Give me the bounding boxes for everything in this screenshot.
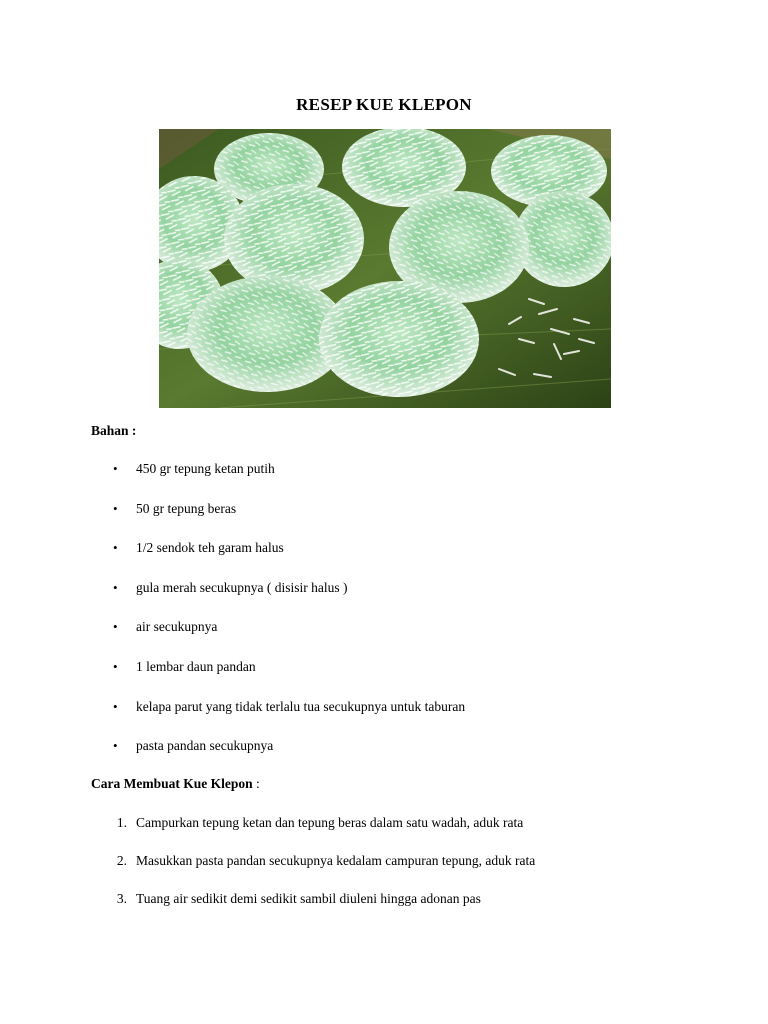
bullet-icon: • bbox=[113, 698, 118, 714]
bullet-icon: • bbox=[113, 540, 118, 556]
cara-heading: Cara Membuat Kue Klepon : bbox=[91, 776, 260, 791]
step-number: 1. bbox=[116, 815, 127, 830]
bullet-icon: • bbox=[113, 579, 118, 595]
klepon-photo bbox=[159, 129, 611, 408]
document-page: RESEP KUE KLEPON Bahan : • 450 gr tepung ketan putih • 50 gr tepung beras • 1/2 sendok teh garam halus • gula merah secukupnya ( disisir halus ) • air secukupnya • 1 lembar daun pandan • kelapa parut yang tidak terlalu tua secukupnya untuk taburan • pasta pandan secukupnya Cara Membuat Kue Klepon : 1. Campurkan tepung ketan dan tepung beras dalam satu wadah, aduk rata 2. Masukkan pasta pandan secukupnya kedalam campuran tepung, aduk rata 3. Tuang air sedikit demi sedikit sambil diuleni hingga adonan pas bbox=[0, 0, 768, 1024]
bullet-icon: • bbox=[113, 658, 118, 674]
document-title: RESEP KUE KLEPON bbox=[296, 95, 472, 114]
bullet-icon: • bbox=[113, 619, 118, 635]
step-number: 2. bbox=[116, 853, 127, 868]
step-number: 3. bbox=[116, 891, 127, 906]
bullet-icon: • bbox=[113, 461, 118, 476]
bahan-heading: Bahan : bbox=[91, 423, 137, 438]
bullet-icon: • bbox=[113, 500, 118, 516]
bullet-icon: • bbox=[113, 738, 118, 754]
